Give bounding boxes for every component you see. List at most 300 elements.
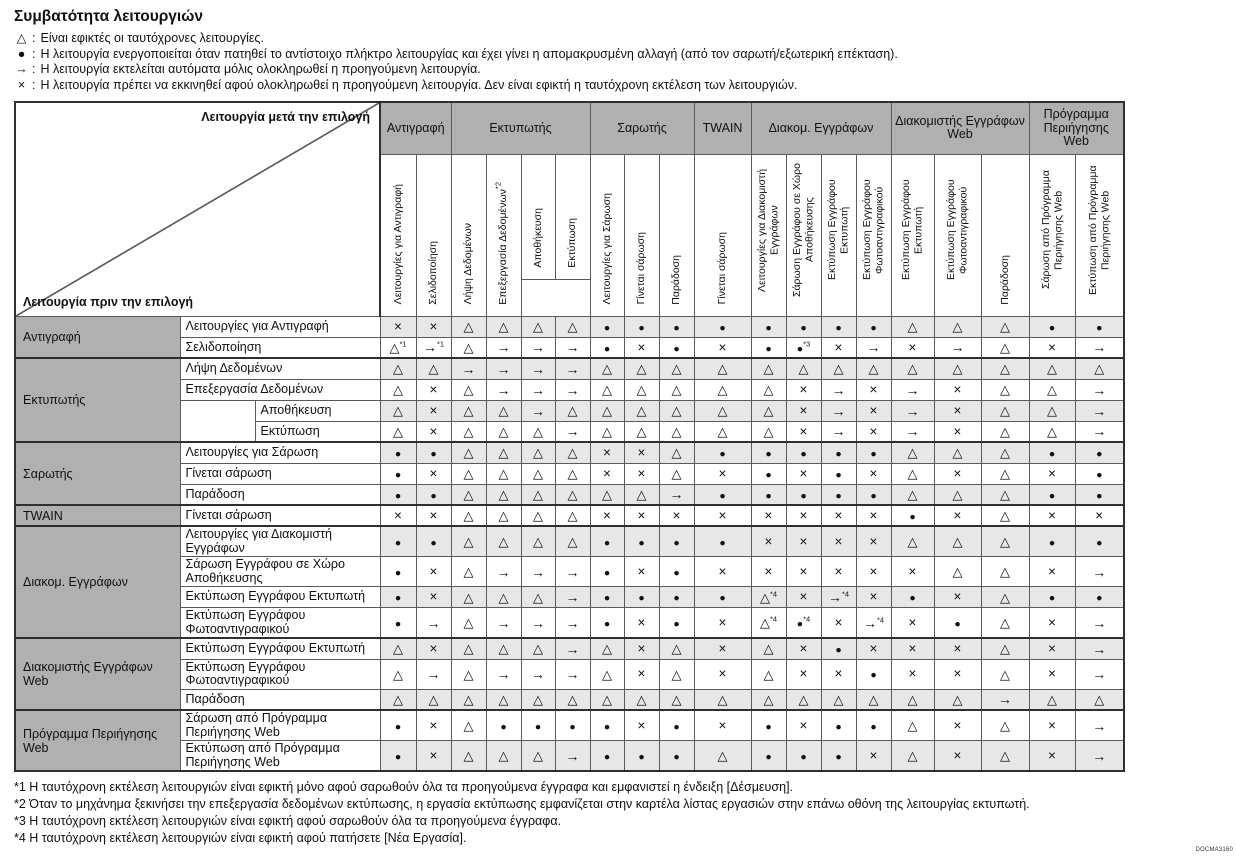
matrix-cell — [624, 526, 659, 557]
table-row — [15, 659, 1124, 689]
legend-colon: : — [32, 46, 36, 61]
arrow-symbol: → — [531, 614, 545, 631]
arrow-symbol: → — [565, 381, 580, 398]
matrix-cell — [659, 337, 694, 358]
cross-symbol: × — [908, 641, 917, 656]
matrix-cell — [590, 741, 624, 772]
circle-symbol: ● — [1048, 321, 1056, 334]
matrix-cell — [981, 710, 1029, 741]
triangle-symbol: △ — [463, 615, 474, 630]
matrix-cell — [380, 557, 416, 587]
arrow-symbol: → — [565, 423, 580, 440]
triangle-symbol: △ — [463, 691, 474, 707]
matrix-cell — [694, 689, 751, 710]
triangle-symbol: △ — [602, 691, 612, 707]
matrix-cell — [380, 587, 416, 608]
matrix-cell — [590, 400, 624, 421]
cross-symbol: × — [953, 666, 962, 682]
matrix-cell — [624, 587, 659, 608]
arrow-symbol: → — [905, 402, 920, 419]
triangle-symbol: △ — [1000, 486, 1010, 502]
cross-symbol: × — [869, 507, 878, 523]
matrix-cell — [659, 379, 694, 400]
circle-symbol: ● — [500, 720, 507, 733]
legend-symbol: → — [15, 62, 28, 76]
circle-symbol: ● — [673, 750, 680, 763]
cross-symbol: × — [603, 507, 611, 523]
triangle-symbol: △ — [602, 361, 612, 377]
matrix-cell — [521, 421, 555, 442]
matrix-cell — [486, 638, 521, 659]
triangle-symbol: △ — [567, 691, 578, 707]
circle-symbol: ● — [430, 448, 437, 460]
table-row — [15, 638, 1124, 659]
triangle-symbol: △ — [907, 691, 918, 707]
matrix-cell — [590, 608, 624, 639]
matrix-cell — [521, 484, 555, 505]
cross-symbol: × — [672, 507, 681, 523]
triangle-symbol: △ — [498, 466, 509, 481]
matrix-cell — [486, 659, 521, 689]
triangle-symbol: △ — [763, 666, 774, 682]
cross-symbol: × — [429, 747, 438, 763]
matrix-cell — [486, 557, 521, 587]
triangle-symbol: △ — [393, 641, 403, 657]
matrix-cell — [694, 337, 751, 358]
cross-symbol: × — [718, 507, 727, 523]
cross-symbol: × — [718, 717, 727, 733]
table-row — [15, 358, 1124, 379]
circle-symbol: ● — [765, 750, 772, 763]
matrix-cell — [751, 379, 786, 400]
triangle-symbol: △ — [567, 534, 578, 549]
circle-symbol: ● — [394, 617, 402, 630]
matrix-cell — [1075, 463, 1124, 484]
legend-item — [14, 78, 1236, 94]
matrix-cell — [486, 505, 521, 526]
triangle-symbol: △ — [763, 423, 774, 439]
matrix-cell — [380, 379, 416, 400]
column-header-text: Λειτουργίες για Διακομιστή Εγγράφων — [756, 167, 781, 292]
column-header — [981, 154, 1029, 316]
matrix-cell — [751, 421, 786, 442]
cross-symbol: × — [869, 533, 878, 549]
row-header: Σελιδοποίηση — [180, 337, 380, 358]
triangle-symbol: △ — [907, 319, 918, 334]
cross-symbol: × — [1048, 747, 1056, 763]
matrix-cell — [416, 421, 451, 442]
triangle-symbol: △ — [1000, 361, 1010, 377]
matrix-cell — [821, 505, 856, 526]
matrix-cell — [1029, 689, 1075, 710]
matrix-cell — [1075, 587, 1124, 608]
cross-symbol: × — [834, 339, 843, 355]
arrow-symbol: → — [496, 360, 511, 377]
matrix-cell — [486, 358, 521, 379]
matrix-cell — [659, 316, 694, 337]
cross-symbol: × — [429, 641, 438, 656]
circle-symbol: ● — [796, 617, 804, 630]
triangle-symbol: △ — [602, 403, 612, 418]
matrix-cell — [380, 463, 416, 484]
table-row — [15, 379, 1124, 400]
circle-symbol: ● — [835, 448, 842, 460]
circle-symbol: ● — [569, 720, 576, 733]
legend-text: Η λειτουργία πρέπει να εκκινηθεί αφού ολοκληρωθεί η προηγούμενη λειτουργία. Δεν είναι εφικτή η ταυτόχρονη εκτέλεση των λειτουργιών. — [40, 77, 798, 92]
matrix-cell — [451, 379, 486, 400]
circle-symbol: ● — [765, 468, 772, 481]
matrix-cell — [856, 659, 891, 689]
triangle-symbol: △ — [1000, 508, 1010, 523]
arrow-symbol: → — [827, 589, 842, 605]
matrix-cell — [380, 689, 416, 710]
circle-symbol: ● — [673, 536, 680, 549]
row-header: Λειτουργίες για Αντιγραφή — [180, 316, 380, 337]
matrix-cell — [856, 316, 891, 337]
triangle-symbol: △ — [463, 403, 474, 418]
matrix-cell — [891, 608, 934, 639]
matrix-cell — [555, 710, 590, 741]
arrow-symbol: → — [862, 614, 877, 631]
circle-symbol: ● — [430, 489, 437, 502]
circle-symbol: ● — [603, 536, 611, 549]
column-header-text: Σάρωση Εγγράφου σε Χώρο Αποθήκευσης — [791, 162, 816, 297]
matrix-cell — [786, 526, 821, 557]
column-group-header: Διακομ. Εγγράφων — [751, 102, 891, 154]
matrix-cell — [856, 608, 891, 639]
legend-item — [14, 31, 1236, 47]
matrix-cell — [751, 358, 786, 379]
matrix-cell — [416, 689, 451, 710]
arrow-symbol: → — [565, 666, 580, 682]
triangle-symbol: △ — [717, 403, 728, 418]
cross-symbol: × — [869, 747, 878, 763]
triangle-symbol: △ — [393, 403, 403, 418]
cross-symbol: × — [394, 507, 402, 523]
matrix-cell — [981, 587, 1029, 608]
matrix-cell — [416, 505, 451, 526]
circle-symbol: ● — [719, 489, 726, 502]
column-group-header: Σαρωτής — [590, 102, 694, 154]
matrix-cell — [934, 316, 981, 337]
triangle-symbol: △ — [1000, 382, 1010, 397]
matrix-cell — [821, 608, 856, 639]
triangle-symbol: △ — [868, 691, 879, 707]
cross-symbol: × — [1048, 717, 1056, 733]
matrix-cell — [555, 638, 590, 659]
row-header: Εκτύπωση Εγγράφου Φωτοαντιγραφικού — [180, 608, 380, 639]
matrix-cell — [451, 358, 486, 379]
column-header-text: Εκτύπωση Εγγράφου Φωτοαντιγραφικού — [945, 179, 970, 280]
matrix-cell — [521, 337, 555, 358]
table-row — [15, 741, 1124, 772]
matrix-cell — [934, 337, 981, 358]
matrix-cell — [521, 379, 555, 400]
matrix-cell — [590, 638, 624, 659]
column-header — [486, 154, 521, 316]
footnote: *4 Η ταυτόχρονη εκτέλεση λειτουργιών είναι εφικτή αφού πατήσετε [Νέα Εργασία]. — [14, 831, 467, 845]
triangle-symbol: △ — [498, 403, 509, 418]
matrix-cell — [451, 484, 486, 505]
matrix-cell — [590, 442, 624, 463]
triangle-symbol: △ — [671, 423, 682, 439]
cross-symbol: × — [869, 402, 878, 418]
arrow-symbol: → — [496, 614, 511, 631]
triangle-symbol: △ — [533, 319, 543, 334]
circle-symbol: ● — [638, 536, 645, 549]
matrix-cell — [1075, 484, 1124, 505]
column-header-text: Σάρωση από Πρόγραμμα Περιήγησης Web — [1039, 170, 1064, 289]
matrix-cell — [856, 484, 891, 505]
triangle-symbol: △ — [636, 486, 647, 502]
triangle-symbol: △ — [759, 589, 770, 605]
column-header — [694, 154, 751, 316]
matrix-cell — [521, 463, 555, 484]
triangle-symbol: △ — [1047, 382, 1057, 397]
circle-symbol: ● — [394, 489, 402, 502]
triangle-symbol: △ — [393, 666, 403, 682]
circle-symbol: ● — [603, 750, 611, 763]
cross-symbol: × — [953, 747, 962, 763]
matrix-cell — [821, 337, 856, 358]
matrix-cell — [1029, 316, 1075, 337]
triangle-symbol: △ — [636, 691, 647, 707]
matrix-cell — [891, 526, 934, 557]
matrix-cell — [659, 463, 694, 484]
triangle-symbol: △ — [567, 445, 578, 461]
matrix-cell — [521, 710, 555, 741]
circle-symbol: ● — [954, 617, 961, 630]
cross-symbol: × — [834, 666, 843, 682]
table-row — [15, 463, 1124, 484]
matrix-cell — [694, 638, 751, 659]
indent-spacer — [180, 400, 255, 442]
arrow-symbol: → — [496, 381, 511, 398]
arrow-symbol: → — [1092, 747, 1107, 764]
matrix-cell — [981, 379, 1029, 400]
triangle-symbol: △ — [907, 486, 918, 502]
matrix-cell — [1029, 379, 1075, 400]
matrix-cell — [786, 689, 821, 710]
row-header: Λήψη Δεδομένων — [180, 358, 380, 379]
circle-symbol: ● — [603, 321, 611, 334]
matrix-cell — [751, 608, 786, 639]
triangle-symbol: △ — [671, 382, 682, 397]
matrix-cell — [1029, 557, 1075, 587]
matrix-cell — [1029, 421, 1075, 442]
matrix-cell — [659, 557, 694, 587]
circle-symbol: ● — [835, 321, 842, 334]
circle-symbol: ● — [638, 321, 645, 334]
cross-symbol: × — [834, 507, 843, 523]
legend-text: Η λειτουργία ενεργοποιείται όταν πατηθεί το αντίστοιχο πλήκτρο λειτουργίας και έχει γίνει η απομακρυσμένη αλλαγή (από τον σαρωτή/εξωτερική επέκταση). — [40, 46, 898, 61]
cross-symbol: × — [637, 563, 646, 579]
matrix-cell — [624, 421, 659, 442]
triangle-symbol: △ — [428, 691, 439, 707]
matrix-cell — [934, 741, 981, 772]
triangle-symbol: △ — [717, 691, 728, 707]
triangle-symbol: △ — [759, 615, 770, 630]
triangle-symbol: △ — [1000, 403, 1010, 418]
column-header-text: Παράδοση — [670, 254, 683, 305]
triangle-symbol: △ — [498, 445, 509, 461]
matrix-cell — [521, 442, 555, 463]
matrix-cell — [1075, 316, 1124, 337]
matrix-cell — [981, 741, 1029, 772]
matrix-cell — [786, 463, 821, 484]
triangle-symbol: △ — [602, 423, 612, 439]
matrix-cell — [416, 316, 451, 337]
circle-symbol: ● — [603, 566, 611, 579]
matrix-cell — [659, 442, 694, 463]
matrix-cell — [891, 337, 934, 358]
triangle-symbol: △ — [393, 691, 403, 707]
cross-symbol: × — [908, 339, 917, 355]
circle-symbol: ● — [719, 592, 726, 605]
circle-symbol: ● — [765, 720, 772, 733]
triangle-symbol: △ — [567, 403, 578, 418]
matrix-cell — [786, 316, 821, 337]
matrix-cell — [751, 505, 786, 526]
row-header: Λειτουργίες για Διακομιστή Εγγράφων — [180, 526, 380, 557]
matrix-cell — [891, 463, 934, 484]
cross-symbol: × — [429, 563, 438, 579]
triangle-symbol: △ — [1000, 534, 1010, 549]
row-header: Εκτύπωση Εγγράφου Εκτυπωτή — [180, 638, 380, 659]
matrix-cell — [891, 316, 934, 337]
cross-symbol: × — [429, 381, 438, 397]
legend-colon: : — [32, 77, 36, 92]
matrix-cell — [1029, 608, 1075, 639]
circle-symbol: ● — [1096, 536, 1103, 549]
cross-symbol: × — [1048, 465, 1056, 481]
triangle-symbol: △ — [1000, 589, 1010, 605]
matrix-cell — [555, 400, 590, 421]
matrix-cell — [694, 557, 751, 587]
cross-symbol: × — [953, 717, 962, 733]
circle-symbol: ● — [673, 592, 680, 605]
triangle-symbol: △ — [1000, 466, 1010, 481]
arrow-symbol: → — [426, 614, 441, 631]
circle-symbol: ● — [800, 321, 807, 334]
column-group-row — [15, 102, 1124, 154]
matrix-cell — [416, 379, 451, 400]
matrix-cell — [934, 689, 981, 710]
column-header — [451, 154, 486, 316]
matrix-cell — [624, 463, 659, 484]
arrow-symbol: → — [831, 402, 846, 419]
triangle-symbol: △ — [428, 361, 439, 377]
matrix-cell — [451, 505, 486, 526]
triangle-symbol: △ — [498, 319, 509, 334]
triangle-symbol: △ — [533, 534, 543, 549]
matrix-cell — [786, 379, 821, 400]
circle-symbol: ● — [394, 750, 402, 763]
matrix-cell — [694, 587, 751, 608]
matrix-cell — [786, 442, 821, 463]
matrix-cell — [1075, 526, 1124, 557]
arrow-symbol: → — [1092, 640, 1107, 657]
matrix-cell — [821, 400, 856, 421]
arrow-symbol: → — [565, 339, 580, 356]
row-header: Εκτύπωση Εγγράφου Φωτοαντιγραφικού — [180, 659, 380, 689]
matrix-cell — [555, 463, 590, 484]
matrix-cell — [451, 638, 486, 659]
row-group-header: Πρόγραμμα Περιήγησης Web — [15, 710, 180, 771]
triangle-symbol: △ — [1000, 445, 1010, 461]
triangle-symbol: △ — [907, 718, 918, 733]
triangle-symbol: △ — [636, 382, 647, 397]
matrix-cell — [786, 400, 821, 421]
triangle-symbol: △ — [671, 691, 682, 707]
matrix-cell — [451, 608, 486, 639]
triangle-symbol: △ — [463, 319, 474, 334]
matrix-cell — [934, 608, 981, 639]
circle-symbol: ● — [1048, 592, 1056, 605]
table-row — [15, 608, 1124, 639]
column-group-header: Εκτυπωτής — [451, 102, 590, 154]
matrix-cell — [1075, 557, 1124, 587]
matrix-cell — [694, 379, 751, 400]
row-header: Αποθήκευση — [255, 400, 380, 421]
arrow-symbol: → — [1092, 717, 1107, 734]
matrix-cell — [521, 316, 555, 337]
matrix-cell — [786, 659, 821, 689]
column-header — [1075, 154, 1124, 316]
cross-symbol: × — [799, 381, 808, 397]
triangle-symbol: △ — [1000, 718, 1010, 733]
matrix-cell — [821, 484, 856, 505]
triangle-symbol: △ — [463, 382, 474, 397]
arrow-symbol: → — [669, 486, 684, 503]
matrix-cell — [856, 557, 891, 587]
column-header — [624, 154, 659, 316]
matrix-cell — [891, 587, 934, 608]
doc-code: DOCMA3160 — [1195, 847, 1233, 853]
arrow-symbol: → — [1092, 563, 1107, 580]
cross-symbol: × — [429, 402, 438, 418]
matrix-cell — [416, 442, 451, 463]
circle-symbol: ● — [870, 489, 877, 502]
cross-symbol: × — [869, 563, 878, 579]
column-header-text: Αποθήκευση — [531, 207, 544, 268]
column-header-text: Λειτουργίες για Αντιγραφή — [392, 184, 404, 305]
arrow-symbol: → — [1092, 402, 1107, 419]
cross-symbol: × — [799, 563, 808, 579]
matrix-cell — [981, 337, 1029, 358]
triangle-symbol: △ — [463, 486, 474, 502]
cross-symbol: × — [834, 563, 843, 579]
matrix-cell — [659, 689, 694, 710]
arrow-symbol: → — [1092, 423, 1107, 440]
column-header-text: Εκτύπωση Εγγράφου Εκτυπωτή — [900, 179, 925, 280]
matrix-cell — [451, 659, 486, 689]
triangle-symbol: △ — [463, 466, 474, 481]
cross-symbol: × — [1095, 507, 1104, 523]
matrix-cell — [981, 442, 1029, 463]
legend-text: Η λειτουργία εκτελείται αυτόματα μόλις ολοκληρωθεί η προηγούμενη λειτουργία. — [40, 62, 481, 76]
column-group-header: Διακομιστής Εγγράφων Web — [891, 102, 1029, 154]
matrix-cell — [451, 587, 486, 608]
triangle-symbol: △ — [463, 445, 474, 461]
triangle-symbol: △ — [393, 382, 403, 397]
triangle-symbol: △ — [671, 666, 682, 682]
column-group-header: Πρόγραμμα Περιήγησης Web — [1029, 102, 1124, 154]
arrow-symbol: → — [531, 666, 545, 682]
matrix-cell — [590, 526, 624, 557]
triangle-symbol: △ — [671, 445, 682, 461]
matrix-cell — [981, 638, 1029, 659]
